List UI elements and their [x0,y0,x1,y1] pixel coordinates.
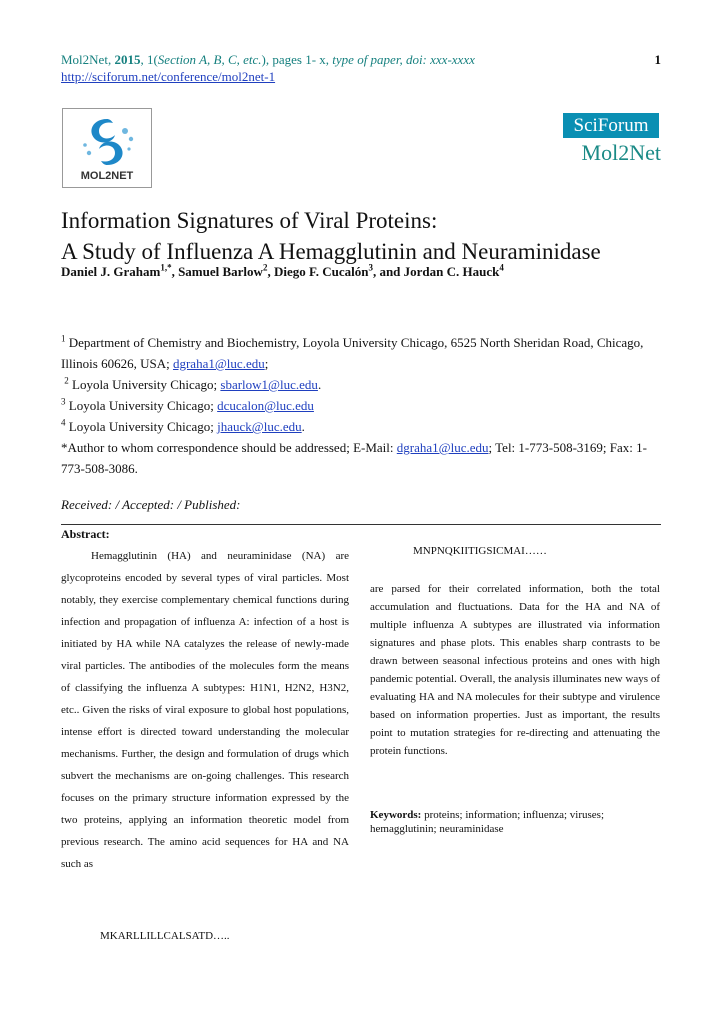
affiliation-text: Department of Chemistry and Biochemistry, Loyola University Chicago, 6525 North Sheridan Road, Chicago, Illinois 60626, USA; [61,335,644,371]
affiliation-sup: 1 [61,333,66,344]
affiliation-3 [61,395,661,416]
swirl-logo-icon [63,109,151,187]
journal-year: 2015 [114,52,141,67]
title-line-2: A Study of Influenza A Hemagglutinin and Neuraminidase [61,239,601,264]
title-line-1: Information Signatures of Viral Proteins: [61,208,438,233]
keywords [370,808,660,836]
affiliation-end: ; [264,356,269,371]
author-name: Jordan C. Hauck [403,264,500,279]
abstract-left-column [61,545,349,875]
affiliation-1 [61,332,661,374]
email-link-cucalon[interactable]: dcucalon@luc.edu [217,398,314,413]
email-link-correspondence[interactable]: dgraha1@luc.edu [396,440,489,455]
author-separator: , and [372,264,404,279]
correspondence-phone: ; Tel: 1-773-508-3169; Fax: 1-773-508-3086. [61,440,647,476]
divider [61,524,661,525]
page-number: 1 [654,52,661,67]
affiliation-2 [61,374,661,395]
author-sup: 3 [368,262,373,273]
logo-text: MOL2NET [80,170,134,182]
affiliation-sup: 3 [61,396,66,407]
author-name: Diego F. Cucalón [273,264,369,279]
affiliation-sup: 4 [61,417,66,428]
na-sequence: MNPNQKIITIGSICMAI…… [413,545,547,557]
keywords-text: proteins; information; influenza; viruses; hemagglutinin; neuraminidase [370,809,605,835]
paper-title [61,205,681,267]
author-separator: , [267,264,274,279]
affiliation-end: . [301,419,305,434]
abstract-heading: Abstract: [61,527,110,541]
conference-link[interactable]: http://sciforum.net/conference/mol2net-1 [61,69,276,84]
author-separator: , [171,264,179,279]
paper-type: type of paper, doi: xxx-xxxx [332,52,475,67]
journal-sections: Section A, B, C, etc. [157,52,262,67]
email-link-barlow[interactable]: sbarlow1@luc.edu [220,377,318,392]
mol2net-brand: Mol2Net [581,140,661,165]
affiliation-end: . [317,377,322,392]
mol2net-logo [62,108,152,188]
email-link-graham[interactable]: dgraha1@luc.edu [172,356,265,371]
affiliation-text: Loyola University Chicago; [68,377,221,392]
affiliation-text: Loyola University Chicago; [65,419,218,434]
email-link-hauck[interactable]: jhauck@luc.edu [217,419,302,434]
keywords-label: Keywords: [370,809,422,821]
author-sup: 4 [499,262,504,273]
correspondence [61,437,661,479]
author-sup: 1,* [160,262,172,273]
abstract-text-left: Hemagglutinin (HA) and neuraminidase (NA) are glycoproteins encoded by several types of viral particles. Most notably, they exercise complementary chemical functions during infection and propagation of influenza A: infection of a host is initiated by HA while NA catalyzes the release of newly-made viral particles. The antibodies of the molecules form the means of classifying the influenza A subtypes: H1N1, H2N2, H3N2, etc.. Given the risks of viral exposure to global host populations, intense effort is directed toward understanding the molecular mechanisms. Further, the design and formulation of drugs which subvert the mechanisms are on-going challenges. This research focuses on the primary structure information expressed by the two proteins, applying an information theoretic model from previous research. The amino acid sequences for HA and NA such as [61,550,349,870]
author-name: Daniel J. Graham [61,264,161,279]
ha-sequence: MKARLLILLCALSATD….. [100,930,230,942]
sciforum-badge: SciForum [563,113,659,138]
running-header: Mol2Net, 2015, 1(Section A, B, C, etc.), pages 1- x, type of paper, doi: xxx-xxxx 1 [61,52,661,67]
author-name: Samuel Barlow [178,264,263,279]
affiliation-sup: 2 [64,375,69,386]
abstract-text-right: are parsed for their correlated information, both the total accumulation and fluctuations. Data for the HA and NA of multiple influenza A subtypes are illustrated via information signatures and phase plots. This enables sharp contrasts to be drawn between seasonal infectious proteins and ones with high pandemic potential. Overall, the analysis illuminates new ways of evaluating HA and NA molecules for their subtype and virulence based on information properties. Just as important, the results point to mutation strategies for re-directing and attenuating the protein functions. [370,583,660,757]
publication-dates: Received: / Accepted: / Published: [61,497,241,512]
affiliation-text: Loyola University Chicago; [65,398,218,413]
journal-pages: ), pages 1- x, [261,52,333,67]
author-sup: 2 [262,262,268,273]
affiliation-4 [61,416,661,437]
affiliations [61,332,661,479]
journal-name: Mol2Net [61,52,108,67]
journal-volume: , 1( [140,52,158,67]
author-list [61,264,681,280]
correspondence-text: *Author to whom correspondence should be addressed; E-Mail: [61,440,397,455]
